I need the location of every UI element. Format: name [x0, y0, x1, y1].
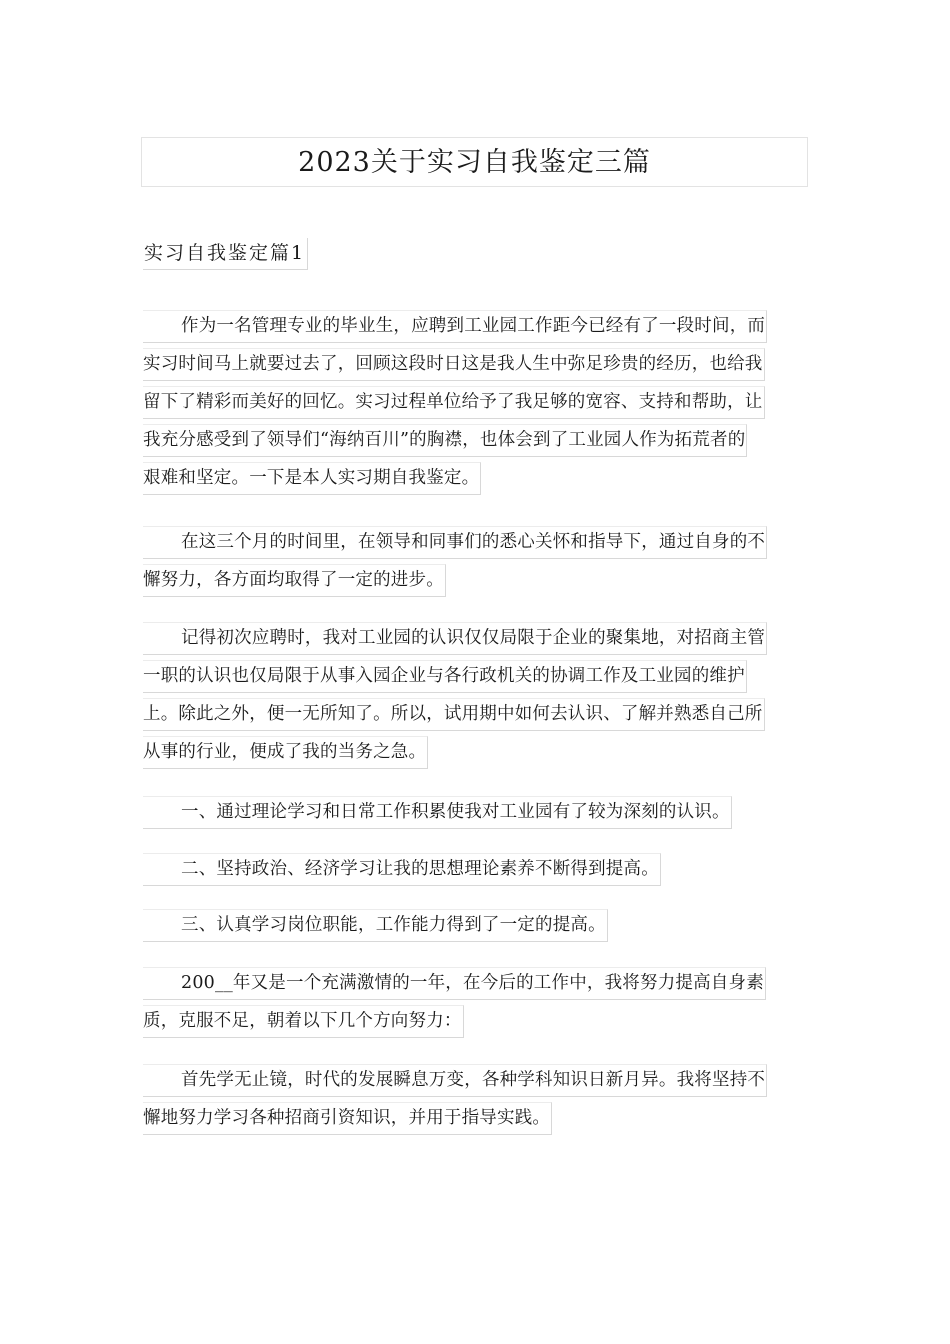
line-text: 懈地努力学习各种招商引资知识，并用于指导实践。 [143, 1102, 552, 1135]
text-line [143, 698, 808, 736]
text-line [143, 310, 808, 348]
text-line [143, 796, 808, 834]
text-line [143, 622, 808, 660]
line-text: 一职的认识也仅局限于从事入园企业与各行政机关的协调工作及工业园的维护 [143, 660, 747, 693]
text-line [143, 1005, 808, 1043]
text-line [143, 462, 808, 500]
line-text: 我充分感受到了领导们“海纳百川”的胸襟，也体会到了工业园人作为拓荒者的 [143, 424, 747, 457]
paragraph-5 [143, 853, 808, 891]
line-text: 从事的行业，便成了我的当务之急。 [143, 736, 428, 769]
text-line [143, 967, 808, 1005]
line-text: 质，克服不足，朝着以下几个方向努力： [143, 1005, 464, 1038]
line-text: 200__年又是一个充满激情的一年，在今后的工作中，我将努力提高自身素 [143, 967, 766, 1000]
section-heading: 实习自我鉴定篇1 [143, 238, 308, 270]
text-line [143, 660, 808, 698]
document-title: 2023关于实习自我鉴定三篇 [298, 146, 651, 178]
line-text: 留下了精彩而美好的回忆。实习过程单位给予了我足够的宽容、支持和帮助，让 [143, 386, 765, 419]
text-line [143, 386, 808, 424]
line-text: 记得初次应聘时，我对工业园的认识仅仅局限于企业的聚集地，对招商主管 [143, 622, 767, 655]
line-text: 二、坚持政治、经济学习让我的思想理论素养不断得到提高。 [143, 853, 661, 886]
paragraph-6 [143, 909, 808, 947]
text-line [143, 1102, 808, 1140]
line-text: 一、通过理论学习和日常工作积累使我对工业园有了较为深刻的认识。 [143, 796, 732, 829]
line-text: 作为一名管理专业的毕业生，应聘到工业园工作距今已经有了一段时间，而 [143, 310, 767, 343]
paragraph-8 [143, 1064, 808, 1140]
text-line [143, 736, 808, 774]
paragraph-2 [143, 526, 808, 602]
text-line [143, 853, 808, 891]
line-text: 懈努力，各方面均取得了一定的进步。 [143, 564, 446, 597]
text-line [143, 348, 808, 386]
title-box [141, 137, 808, 187]
text-line [143, 909, 808, 947]
line-text: 实习时间马上就要过去了，回顾这段时日这是我人生中弥足珍贵的经历，也给我 [143, 348, 765, 381]
line-text: 艰难和坚定。一下是本人实习期自我鉴定。 [143, 462, 481, 495]
line-text: 上。除此之外，便一无所知了。所以，试用期中如何去认识、了解并熟悉自己所 [143, 698, 765, 731]
paragraph-4 [143, 796, 808, 834]
line-text: 在这三个月的时间里，在领导和同事们的悉心关怀和指导下，通过自身的不 [143, 526, 767, 559]
text-line [143, 1064, 808, 1102]
text-line [143, 424, 808, 462]
line-text: 首先学无止镜，时代的发展瞬息万变，各种学科知识日新月异。我将坚持不 [143, 1064, 767, 1097]
line-text: 三、认真学习岗位职能，工作能力得到了一定的提高。 [143, 909, 608, 942]
paragraph-1 [143, 310, 808, 500]
paragraph-7 [143, 967, 808, 1043]
text-line [143, 564, 808, 602]
paragraph-3 [143, 622, 808, 774]
text-line [143, 526, 808, 564]
